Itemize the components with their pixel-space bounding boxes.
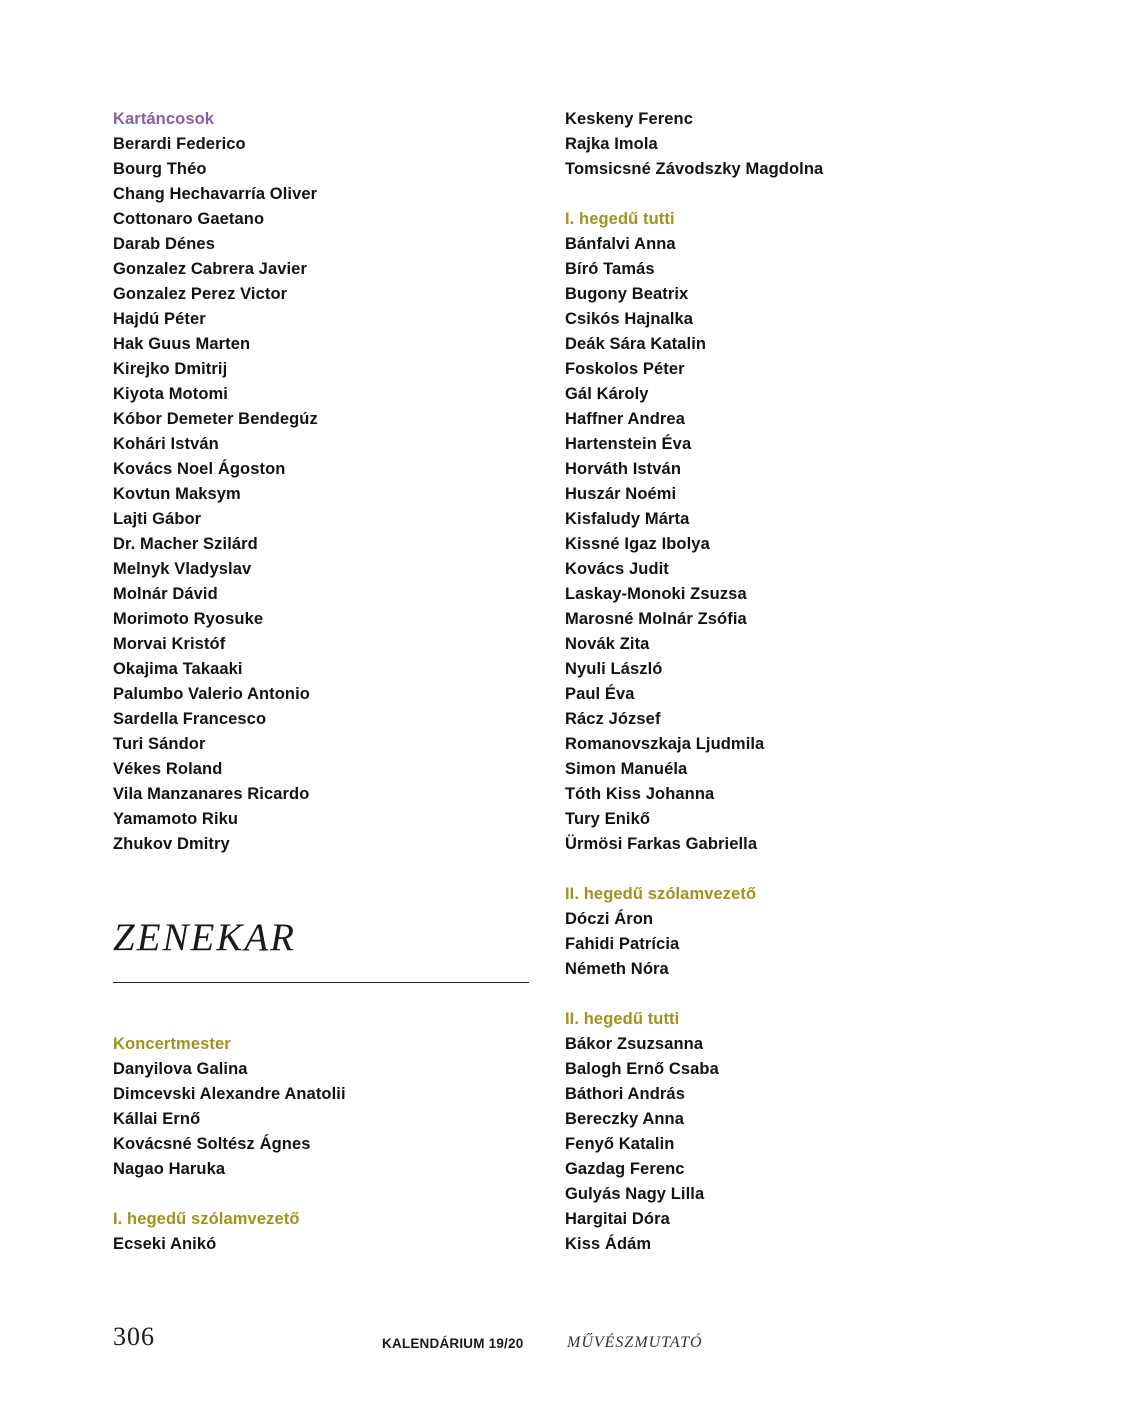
name-entry: Hartenstein Éva [565,435,692,453]
zenekar-title: ZENEKAR [113,916,297,959]
name-entry: Kovács Judit [565,560,669,578]
name-entry: Dr. Macher Szilárd [113,535,258,553]
name-entry: Huszár Noémi [565,485,677,503]
hegedu2-vezeto-list [565,907,1045,982]
name-entry: Kisfaludy Márta [565,510,690,528]
name-entry: Kohári István [113,435,219,453]
name-entry: Hak Guus Marten [113,335,251,353]
name-entry: Kiyota Motomi [113,385,228,403]
section-heading-koncertmester: Koncertmester [113,1035,231,1053]
name-entry: Marosné Molnár Zsófia [565,610,747,628]
name-entry: Morvai Kristóf [113,635,226,653]
section-gap [565,182,1045,207]
name-entry: Paul Éva [565,685,635,703]
hegedu2-tutti-list [565,1032,1045,1257]
name-entry: Bákor Zsuzsanna [565,1035,704,1053]
hegedu1-vezeto-list [113,1232,533,1257]
hegedu1-tutti-list [565,232,1045,857]
left-column [113,107,533,857]
name-entry: Cottonaro Gaetano [113,210,265,228]
name-entry: Bánfalvi Anna [565,235,676,253]
section-heading-hegedu1-vezeto: I. hegedű szólamvezető [113,1210,300,1228]
name-entry: Bugony Beatrix [565,285,689,303]
name-entry: Kissné Igaz Ibolya [565,535,710,553]
name-entry: Ürmösi Farkas Gabriella [565,835,758,853]
name-entry: Nyuli László [565,660,663,678]
name-entry: Romanovszkaja Ljudmila [565,735,765,753]
name-entry: Simon Manuéla [565,760,688,778]
hegedu1-vezeto-list-continued [565,107,1045,182]
section-heading-hegedu2-tutti: II. hegedű tutti [565,1010,680,1028]
name-entry: Laskay-Monoki Zsuzsa [565,585,747,603]
name-entry: Haffner Andrea [565,410,685,428]
name-entry: Keskeny Ferenc [565,110,693,128]
name-entry: Melnyk Vladyslav [113,560,252,578]
right-column [565,107,1045,1257]
name-entry: Darab Dénes [113,235,215,253]
name-entry: Kiss Ádám [565,1235,652,1253]
name-entry: Gonzalez Cabrera Javier [113,260,307,278]
name-entry: Balogh Ernő Csaba [565,1060,719,1078]
name-entry: Dóczi Áron [565,910,654,928]
section-heading-kartancosok: Kartáncosok [113,110,215,128]
name-entry: Fenyő Katalin [565,1135,675,1153]
name-entry: Kirejko Dmitrij [113,360,228,378]
name-entry: Dimcevski Alexandre Anatolii [113,1085,346,1103]
page-number: 306 [113,1322,155,1351]
name-entry: Berardi Federico [113,135,246,153]
name-entry: Kóbor Demeter Bendegúz [113,410,318,428]
name-entry: Tomsicsné Závodszky Magdolna [565,160,824,178]
koncertmester-list [113,1057,533,1182]
name-entry: Hargitai Dóra [565,1210,670,1228]
name-entry: Deák Sára Katalin [565,335,707,353]
name-entry: Gazdag Ferenc [565,1160,685,1178]
name-entry: Horváth István [565,460,682,478]
section-gap [565,857,1045,882]
zenekar-divider [113,982,529,983]
name-entry: Rajka Imola [565,135,658,153]
name-entry: Fahidi Patrícia [565,935,680,953]
orchestra-left-column [113,1032,533,1257]
name-entry: Yamamoto Riku [113,810,239,828]
name-entry: Chang Hechavarría Oliver [113,185,318,203]
name-entry: Németh Nóra [565,960,669,978]
name-entry: Novák Zita [565,635,650,653]
name-entry: Kovács Noel Ágoston [113,460,286,478]
section-title: MŰVÉSZMUTATÓ [567,1334,703,1351]
section-gap [565,982,1045,1007]
name-entry: Tóth Kiss Johanna [565,785,715,803]
name-entry: Kovtun Maksym [113,485,241,503]
section-heading-hegedu1-tutti: I. hegedű tutti [565,210,675,228]
kartancosok-list [113,132,533,857]
name-entry: Ecseki Anikó [113,1235,217,1253]
name-entry: Tury Enikő [565,810,651,828]
name-entry: Rácz József [565,710,661,728]
name-entry: Zhukov Dmitry [113,835,230,853]
name-entry: Gonzalez Perez Victor [113,285,288,303]
name-entry: Vékes Roland [113,760,223,778]
name-entry: Nagao Haruka [113,1160,226,1178]
publication-title: KALENDÁRIUM 19/20 [382,1336,524,1351]
name-entry: Danyilova Galina [113,1060,248,1078]
name-entry: Okajima Takaaki [113,660,243,678]
name-entry: Sardella Francesco [113,710,267,728]
name-entry: Bourg Théo [113,160,207,178]
name-entry: Gulyás Nagy Lilla [565,1185,705,1203]
section-heading-hegedu2-vezeto: II. hegedű szólamvezető [565,885,757,903]
name-entry: Palumbo Valerio Antonio [113,685,310,703]
name-entry: Hajdú Péter [113,310,206,328]
name-entry: Bereczky Anna [565,1110,684,1128]
name-entry: Turi Sándor [113,735,206,753]
name-entry: Bíró Tamás [565,260,655,278]
name-entry: Báthori András [565,1085,685,1103]
name-entry: Gál Károly [565,385,649,403]
name-entry: Csikós Hajnalka [565,310,694,328]
name-entry: Foskolos Péter [565,360,685,378]
name-entry: Lajti Gábor [113,510,202,528]
name-entry: Morimoto Ryosuke [113,610,264,628]
section-gap [113,1182,533,1207]
name-entry: Vila Manzanares Ricardo [113,785,310,803]
zenekar-section-header [113,913,529,963]
name-entry: Kállai Ernő [113,1110,201,1128]
name-entry: Molnár Dávid [113,585,218,603]
name-entry: Kovácsné Soltész Ágnes [113,1135,311,1153]
